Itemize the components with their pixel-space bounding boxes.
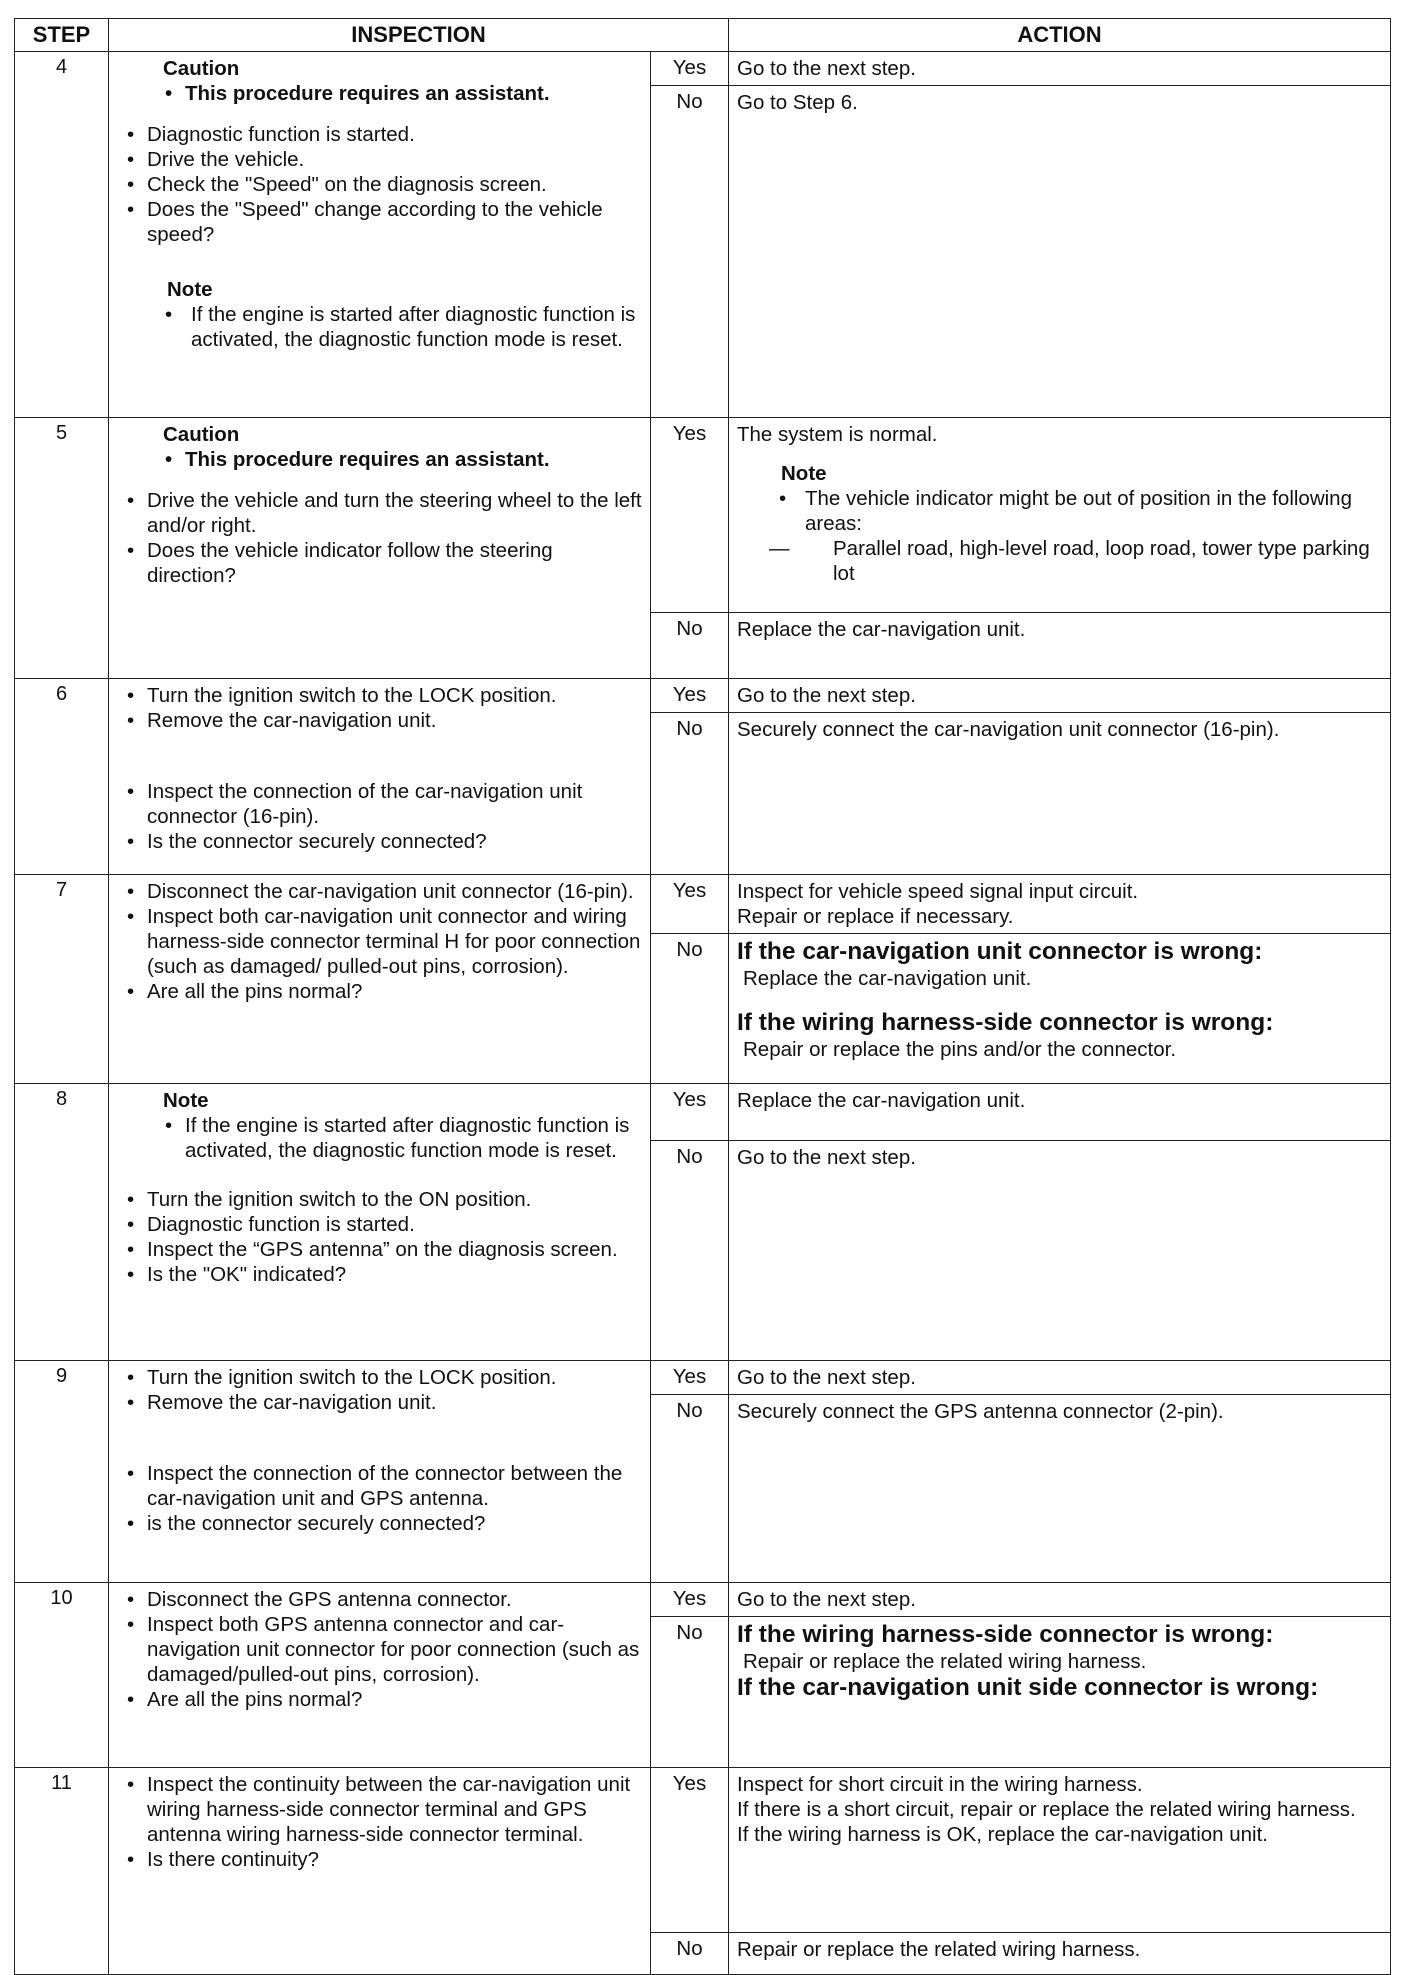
inspection-cell: [109, 1583, 651, 1768]
yes-action: Go to the next step.: [729, 52, 1391, 86]
step-7-row-yes: [15, 875, 1391, 934]
yes-action: The system is normal.: [737, 423, 938, 446]
step-number: 8: [15, 1084, 109, 1361]
inspection-cell: [109, 1768, 651, 1975]
troubleshooting-table: [14, 18, 1391, 1975]
inspection-item: • Inspect the connection of the car-navigation unit connector (16-pin).: [123, 779, 642, 829]
inspection-item: • Is the "OK" indicated?: [123, 1262, 642, 1287]
note-heading: Note: [167, 278, 213, 301]
yes-action: Go to the next step.: [729, 1583, 1391, 1617]
yes-action-line: Repair or replace if necessary.: [737, 905, 1014, 928]
step-number: 11: [15, 1768, 109, 1975]
inspection-item: • Does the "Speed" change according to the vehicle speed?: [123, 197, 642, 247]
no-label: No: [651, 713, 729, 875]
yes-label: Yes: [651, 1768, 729, 1933]
no-label: No: [651, 86, 729, 418]
inspection-item: • Remove the car-navigation unit.: [123, 1390, 642, 1415]
inspection-item: • Turn the ignition switch to the LOCK position.: [123, 683, 642, 708]
yes-action: Go to the next step.: [729, 679, 1391, 713]
yes-label: Yes: [651, 52, 729, 86]
inspection-item: • Inspect the “GPS antenna” on the diagnosis screen.: [123, 1237, 642, 1262]
inspection-item: • Inspect both car-navigation unit connector and wiring harness-side connector terminal H for poor connection (such as damaged/ pulled-out pins, corrosion).: [123, 904, 642, 979]
note-item: • If the engine is started after diagnostic function is activated, the diagnostic function mode is reset.: [123, 1113, 642, 1163]
inspection-item: • Remove the car-navigation unit.: [123, 708, 642, 733]
no-label: No: [651, 1395, 729, 1583]
no-action: Go to the next step.: [729, 1141, 1391, 1361]
no-action-cell: [729, 934, 1391, 1084]
inspection-item: • Disconnect the GPS antenna connector.: [123, 1587, 642, 1612]
troubleshooting-table-page: [14, 18, 1390, 1975]
yes-action: Replace the car-navigation unit.: [729, 1084, 1391, 1141]
inspection-cell: [109, 679, 651, 875]
inspection-cell: [109, 52, 651, 418]
inspection-item: • Turn the ignition switch to the LOCK position.: [123, 1365, 642, 1390]
inspection-item: • Is there continuity?: [123, 1847, 642, 1872]
condition-action: Repair or replace the pins and/or the connector.: [743, 1038, 1177, 1061]
no-action: Go to Step 6.: [729, 86, 1391, 418]
step-4-row-yes: [15, 52, 1391, 86]
note-heading: Note: [163, 1089, 209, 1112]
inspection-item: • is the connector securely connected?: [123, 1511, 642, 1536]
yes-action-line: Inspect for vehicle speed signal input circuit.: [737, 880, 1139, 903]
header-inspection: INSPECTION: [109, 19, 729, 52]
step-number: 9: [15, 1361, 109, 1583]
header-row: [15, 19, 1391, 52]
condition-heading: If the wiring harness-side connector is wrong:: [737, 1009, 1274, 1036]
condition-heading: If the car-navigation unit connector is wrong:: [737, 938, 1263, 965]
note-item: • If the engine is started after diagnostic function is activated, the diagnostic function mode is reset.: [123, 302, 642, 352]
no-label: No: [651, 1617, 729, 1768]
yes-action-cell: [729, 1768, 1391, 1933]
yes-label: Yes: [651, 875, 729, 934]
yes-label: Yes: [651, 1084, 729, 1141]
condition-action: Repair or replace the related wiring harness.: [743, 1650, 1147, 1673]
note-heading: Note: [781, 462, 827, 485]
step-5-row-yes: [15, 418, 1391, 613]
inspection-item: • Diagnostic function is started.: [123, 1212, 642, 1237]
inspection-cell: [109, 418, 651, 679]
caution-item: • This procedure requires an assistant.: [123, 81, 642, 106]
step-6-row-yes: [15, 679, 1391, 713]
no-action: Replace the car-navigation unit.: [729, 613, 1391, 679]
caution-item: • This procedure requires an assistant.: [123, 447, 642, 472]
step-10-row-yes: [15, 1583, 1391, 1617]
yes-action-line: If the wiring harness is OK, replace the car-navigation unit.: [737, 1823, 1268, 1846]
no-action: Securely connect the car-navigation unit connector (16-pin).: [729, 713, 1391, 875]
inspection-item: • Is the connector securely connected?: [123, 829, 642, 854]
yes-action-cell: [729, 875, 1391, 934]
inspection-item: • Drive the vehicle and turn the steering wheel to the left and/or right.: [123, 488, 642, 538]
condition-heading: If the car-navigation unit side connector is wrong:: [737, 1674, 1319, 1701]
inspection-item: • Check the "Speed" on the diagnosis screen.: [123, 172, 642, 197]
step-number: 7: [15, 875, 109, 1084]
inspection-cell: [109, 1361, 651, 1583]
condition-action: Replace the car-navigation unit.: [743, 967, 1032, 990]
inspection-item: • Are all the pins normal?: [123, 979, 642, 1004]
inspection-item: • Drive the vehicle.: [123, 147, 642, 172]
yes-label: Yes: [651, 1361, 729, 1395]
no-label: No: [651, 613, 729, 679]
inspection-item: • Inspect the continuity between the car-navigation unit wiring harness-side connector terminal and GPS antenna wiring harness-side connector terminal.: [123, 1772, 642, 1847]
condition-heading: If the wiring harness-side connector is wrong:: [737, 1621, 1274, 1648]
inspection-item: • Diagnostic function is started.: [123, 122, 642, 147]
caution-heading: Caution: [163, 57, 240, 80]
step-number: 6: [15, 679, 109, 875]
step-9-row-yes: [15, 1361, 1391, 1395]
no-action-cell: [729, 1617, 1391, 1768]
step-8-row-yes: [15, 1084, 1391, 1141]
inspection-item: • Does the vehicle indicator follow the steering direction?: [123, 538, 642, 588]
header-step: STEP: [15, 19, 109, 52]
yes-label: Yes: [651, 679, 729, 713]
caution-heading: Caution: [163, 423, 240, 446]
header-action: ACTION: [729, 19, 1391, 52]
inspection-item: • Inspect both GPS antenna connector and car-navigation unit connector for poor connection (such as damaged/pulled-out pins, corrosion).: [123, 1612, 642, 1687]
note-item: • The vehicle indicator might be out of position in the following areas:: [737, 486, 1380, 536]
inspection-item: • Inspect the connection of the connector between the car-navigation unit and GPS antenna.: [123, 1461, 642, 1511]
yes-action: Go to the next step.: [729, 1361, 1391, 1395]
inspection-item: • Turn the ignition switch to the ON position.: [123, 1187, 642, 1212]
step-number: 5: [15, 418, 109, 679]
no-label: No: [651, 1141, 729, 1361]
inspection-item: • Disconnect the car-navigation unit connector (16-pin).: [123, 879, 642, 904]
inspection-cell: [109, 875, 651, 1084]
step-number: 4: [15, 52, 109, 418]
yes-label: Yes: [651, 1583, 729, 1617]
inspection-cell: [109, 1084, 651, 1361]
yes-action-line: Inspect for short circuit in the wiring harness.: [737, 1773, 1143, 1796]
note-dash-item: — Parallel road, high-level road, loop road, tower type parking lot: [737, 536, 1380, 586]
yes-action-cell: [729, 418, 1391, 613]
step-11-row-yes: [15, 1768, 1391, 1933]
no-label: No: [651, 934, 729, 1084]
no-action: Repair or replace the related wiring harness.: [729, 1933, 1391, 1975]
step-number: 10: [15, 1583, 109, 1768]
yes-label: Yes: [651, 418, 729, 613]
yes-action-line: If there is a short circuit, repair or replace the related wiring harness.: [737, 1798, 1356, 1821]
inspection-item: • Are all the pins normal?: [123, 1687, 642, 1712]
no-action: Securely connect the GPS antenna connector (2-pin).: [729, 1395, 1391, 1583]
no-label: No: [651, 1933, 729, 1975]
